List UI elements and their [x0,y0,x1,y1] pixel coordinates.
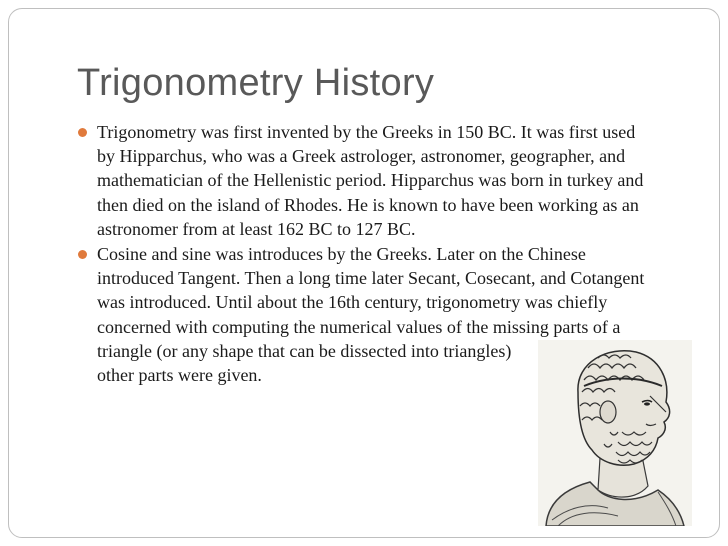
bullet-dot-icon [78,250,87,259]
bullet-line: astronomer from at least 162 BC to 127 BC. [97,218,416,239]
bullet-line: was introduced. Until about the 16th century, trigonometry was chiefly [97,292,608,313]
bullet-line: introduced Tangent. Then a long time later Secant, Cosecant, and Cotangent [97,268,645,289]
bullet-line: Trigonometry was first invented by the Greeks in 150 BC. It was first used [97,122,636,142]
bullet-line: Cosine and sine was introduces by the Greeks. Later on the Chinese [97,244,586,265]
hipparchus-portrait-image [538,340,692,526]
bullet-dot-icon [78,128,87,137]
bullet-line: concerned with computing the numerical values of the missing parts of a [97,316,621,337]
slide-title: Trigonometry History [77,62,435,104]
bullet-line: triangle (or any shape that can be dissected into triangles) [97,340,512,361]
bullet-line: mathematician of the Hellenistic period. Hipparchus was born in turkey and [97,170,644,191]
bullet-line: then died on the island of Rhodes. He is known to have been working as an [97,194,639,215]
bullet-item [78,120,688,241]
bullet-line: other parts were given. [97,365,262,386]
bullet-line: by Hipparchus, who was a Greek astrologer, astronomer, geographer, and [97,146,626,167]
